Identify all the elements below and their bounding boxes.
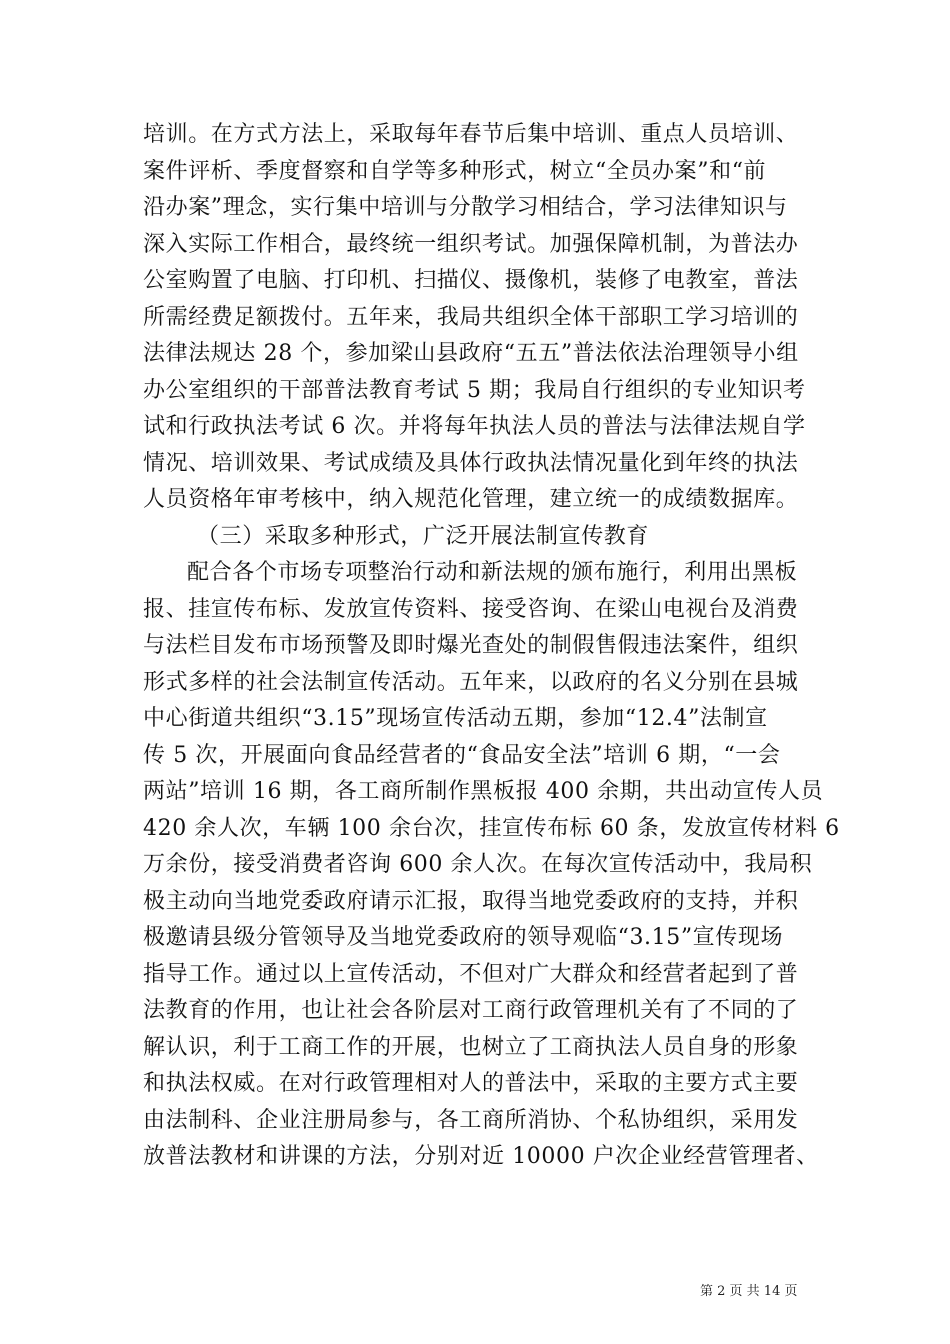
text-line: 所需经费足额拨付。五年来，我局共组织全体干部职工学习培训的 [143, 304, 799, 330]
text-line: 两站”培训 16 期，各工商所制作黑板报 400 余期，共出动宣传人员 [143, 779, 824, 804]
text-line: 与法栏目发布市场预警及即时爆光查处的制假售假违法案件，组织 [143, 633, 799, 658]
text-line: 万余份，接受消费者咨询 600 余人次。在每次宣传活动中，我局积 [143, 852, 813, 877]
text-line: 沿办案”理念，实行集中培训与分散学习相结合，学习法律知识与 [143, 195, 788, 220]
body-text [143, 117, 840, 1176]
text-line: 形式多样的社会法制宣传活动。五年来，以政府的名义分别在县城 [143, 669, 799, 695]
text-line: 和执法权威。在对行政管理相对人的普法中，采取的主要方式主要 [143, 1071, 799, 1096]
text-line: 传 5 次，开展面向食品经营者的“食品安全法”培训 6 期，“一会 [143, 742, 781, 768]
text-line: 极主动向当地党委政府请示汇报，取得当地党委政府的支持，并积 [143, 888, 799, 914]
text-line: 公室购置了电脑、打印机、扫描仪、摄像机，装修了电教室，普法 [143, 268, 799, 293]
text-line: 解认识，利于工商工作的开展，也树立了工商执法人员自身的形象 [143, 1034, 799, 1060]
page-number-footer: 第 2 页 共 14 页 [700, 1284, 798, 1299]
text-line: 培训。在方式方法上，采取每年春节后集中培训、重点人员培训、 [143, 122, 799, 147]
text-line: 420 余人次，车辆 100 余台次，挂宣传布标 60 条，发放宣传材料 6 [143, 815, 840, 841]
text-line: 中心街道共组织“3.15”现场宣传活动五期，参加“12.4”法制宣 [143, 706, 768, 731]
section-heading: （三）采取多种形式，广泛开展法制宣传教育 [197, 523, 650, 549]
text-line: 法教育的作用，也让社会各阶层对工商行政管理机关有了不同的了 [143, 998, 799, 1023]
text-line: 办公室组织的干部普法教育考试 5 期；我局自行组织的专业知识考 [143, 377, 806, 403]
text-line: 案件评析、季度督察和自学等多种形式，树立“全员办案”和“前 [143, 158, 767, 184]
text-line: 情况、培训效果、考试成绩及具体行政执法情况量化到年终的执法 [143, 450, 799, 476]
paragraph-first-line: 配合各个市场专项整治行动和新法规的颁布施行，利用出黑板 [187, 560, 798, 585]
text-line: 放普法教材和讲课的方法，分别对近 10000 户次企业经营管理者、 [143, 1144, 819, 1169]
text-line: 试和行政执法考试 6 次。并将每年执法人员的普法与法律法规自学 [143, 414, 806, 439]
text-line: 极邀请县级分管领导及当地党委政府的领导观临“3.15”宣传现场 [143, 925, 784, 950]
text-line: 指导工作。通过以上宣传活动，不但对广大群众和经营者起到了普 [143, 961, 799, 987]
text-line: 深入实际工作相合，最终统一组织考试。加强保障机制，为普法办 [143, 231, 799, 257]
text-line: 人员资格年审考核中，纳入规范化管理，建立统一的成绩数据库。 [143, 487, 799, 512]
text-line: 由法制科、企业注册局参与，各工商所消协、个私协组织，采用发 [143, 1107, 799, 1133]
text-line: 法律法规达 28 个，参加梁山县政府“五五”普法依法治理领导小组 [143, 341, 799, 366]
text-line: 报、挂宣传布标、发放宣传资料、接受咨询、在梁山电视台及消费 [143, 596, 799, 622]
